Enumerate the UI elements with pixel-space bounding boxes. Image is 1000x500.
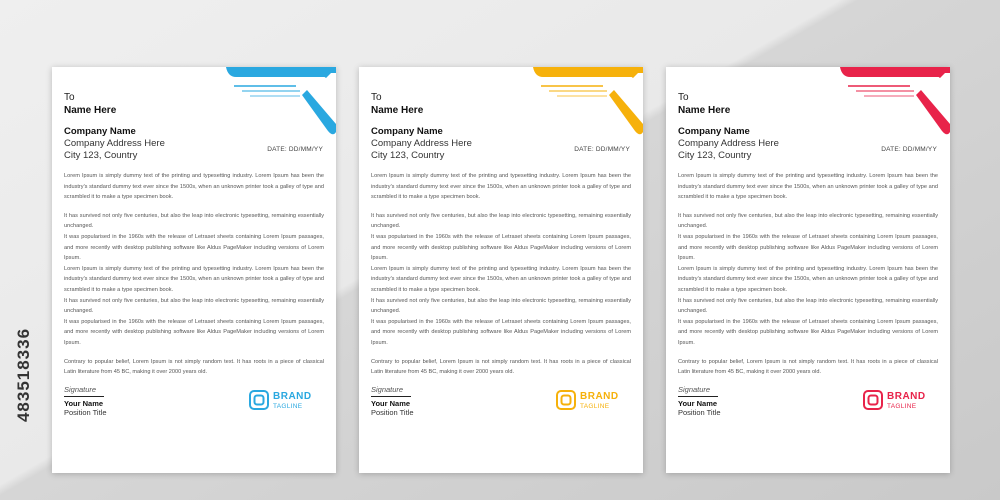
signature-line xyxy=(371,396,411,397)
body-paragraph: Contrary to popular belief, Lorem Ipsum is not simply random text. It has roots in a piece of classical Latin literature from 45 BC, making it over 2000 years old. xyxy=(678,358,938,376)
letterhead-red xyxy=(666,67,950,473)
corner-top-bar xyxy=(226,67,326,77)
body-paragraph: It has survived not only five centuries, but also the leap into electronic typesetting, remaining essentially unchanged. xyxy=(371,297,631,315)
corner-decoration xyxy=(483,67,643,157)
letterhead-yellow xyxy=(359,67,643,473)
letter-body xyxy=(678,171,938,378)
company-city: City 123, Country xyxy=(64,150,138,161)
corner-side-bar xyxy=(940,67,950,157)
corner-top-bar xyxy=(533,67,633,77)
signer-position: Position Title xyxy=(64,408,107,417)
brand-tagline: TAGLINE xyxy=(887,403,917,410)
letter-body xyxy=(371,171,631,378)
corner-top-bar xyxy=(840,67,940,77)
signature-label: Signature xyxy=(371,385,404,394)
body-paragraph: It was popularised in the 1960s with the release of Letraset sheets containing Lorem Ipsum passages, and more recently with desktop publishing software like Aldus PageMaker including versions of Lorem Ipsum. xyxy=(678,318,938,346)
company-city: City 123, Country xyxy=(678,150,752,161)
letter-body xyxy=(64,171,324,378)
body-paragraph: Contrary to popular belief, Lorem Ipsum is not simply random text. It has roots in a piece of classical Latin literature from 45 BC, making it over 2000 years old. xyxy=(371,358,631,376)
letter-date: DATE: DD/MM/YY xyxy=(881,146,937,153)
signer-name: Your Name xyxy=(371,399,411,408)
body-paragraph: It has survived not only five centuries, but also the leap into electronic typesetting, remaining essentially unchanged. xyxy=(678,212,938,230)
recipient-name: Name Here xyxy=(64,105,117,116)
body-paragraph: It has survived not only five centuries, but also the leap into electronic typesetting, remaining essentially unchanged. xyxy=(64,212,324,230)
body-paragraph: It has survived not only five centuries, but also the leap into electronic typesetting, remaining essentially unchanged. xyxy=(678,297,938,315)
body-paragraph: It was popularised in the 1960s with the release of Letraset sheets containing Lorem Ipsum passages, and more recently with desktop publishing software like Aldus PageMaker including versions of Lorem Ipsum. xyxy=(64,233,324,262)
recipient-to-label: To xyxy=(64,92,75,103)
signer-name: Your Name xyxy=(678,399,718,408)
brand-tagline: TAGLINE xyxy=(273,403,303,410)
signature-label: Signature xyxy=(64,385,97,394)
signer-name: Your Name xyxy=(64,399,104,408)
company-name: Company Name xyxy=(64,126,136,137)
corner-side-bar xyxy=(326,67,336,157)
brand-logo-icon xyxy=(556,390,576,410)
stock-image-id xyxy=(14,255,33,495)
corner-diagonal-bar xyxy=(609,90,643,134)
recipient-to-label: To xyxy=(678,92,689,103)
recipient-to-label: To xyxy=(371,92,382,103)
body-paragraph: Lorem Ipsum is simply dummy text of the printing and typesetting industry. Lorem Ipsum has been the industry's standard dummy text ever since the 1500s, when an unknown printer took a galley of type and scrambled it to make a type specimen book. xyxy=(371,173,631,201)
body-paragraph: It was popularised in the 1960s with the release of Letraset sheets containing Lorem Ipsum passages, and more recently with desktop publishing software like Aldus PageMaker including versions of Lorem Ipsum. xyxy=(64,318,324,346)
body-paragraph: It was popularised in the 1960s with the release of Letraset sheets containing Lorem Ipsum passages, and more recently with desktop publishing software like Aldus PageMaker including versions of Lorem Ipsum. xyxy=(371,233,631,262)
body-paragraph: Lorem Ipsum is simply dummy text of the printing and typesetting industry. Lorem Ipsum has been the industry's standard dummy text ever since the 1500s, when an unknown printer took a galley of type and scrambled it to make a type specimen book. xyxy=(678,173,938,201)
body-paragraph: It has survived not only five centuries, but also the leap into electronic typesetting, remaining essentially unchanged. xyxy=(371,212,631,230)
corner-diagonal-bar xyxy=(302,90,336,134)
body-paragraph: It was popularised in the 1960s with the release of Letraset sheets containing Lorem Ipsum passages, and more recently with desktop publishing software like Aldus PageMaker including versions of Lorem Ipsum. xyxy=(371,318,631,346)
body-paragraph: Lorem Ipsum is simply dummy text of the printing and typesetting industry. Lorem Ipsum has been the industry's standard dummy text ever since the 1500s, when an unknown printer took a galley of type and scrambled it to make a type specimen book. xyxy=(678,265,938,293)
brand-name: BRAND xyxy=(580,391,619,402)
letterhead-blue xyxy=(52,67,336,473)
recipient-name: Name Here xyxy=(371,105,424,116)
corner-decoration xyxy=(790,67,950,157)
brand-name: BRAND xyxy=(887,391,926,402)
corner-decoration xyxy=(176,67,336,157)
letter-date: DATE: DD/MM/YY xyxy=(267,146,323,153)
stock-image-id-text: 483518336 xyxy=(14,327,33,423)
company-address: Company Address Here xyxy=(678,138,779,149)
company-address: Company Address Here xyxy=(64,138,165,149)
letter-date: DATE: DD/MM/YY xyxy=(574,146,630,153)
corner-diagonal-bar xyxy=(916,90,950,134)
body-paragraph: Lorem Ipsum is simply dummy text of the printing and typesetting industry. Lorem Ipsum has been the industry's standard dummy text ever since the 1500s, when an unknown printer took a galley of type and scrambled it to make a type specimen book. xyxy=(371,265,631,293)
signer-position: Position Title xyxy=(371,408,414,417)
body-paragraph: Lorem Ipsum is simply dummy text of the printing and typesetting industry. Lorem Ipsum has been the industry's standard dummy text ever since the 1500s, when an unknown printer took a galley of type and scrambled it to make a type specimen book. xyxy=(64,173,324,201)
brand-logo-icon xyxy=(249,390,269,410)
corner-side-bar xyxy=(633,67,643,157)
company-name: Company Name xyxy=(678,126,750,137)
company-name: Company Name xyxy=(371,126,443,137)
body-paragraph: It has survived not only five centuries, but also the leap into electronic typesetting, remaining essentially unchanged. xyxy=(64,297,324,315)
signature-line xyxy=(678,396,718,397)
body-paragraph: It was popularised in the 1960s with the release of Letraset sheets containing Lorem Ipsum passages, and more recently with desktop publishing software like Aldus PageMaker including versions of Lorem Ipsum. xyxy=(678,233,938,262)
brand-name: BRAND xyxy=(273,391,312,402)
body-paragraph: Contrary to popular belief, Lorem Ipsum is not simply random text. It has roots in a piece of classical Latin literature from 45 BC, making it over 2000 years old. xyxy=(64,358,324,376)
brand-tagline: TAGLINE xyxy=(580,403,610,410)
body-paragraph: Lorem Ipsum is simply dummy text of the printing and typesetting industry. Lorem Ipsum has been the industry's standard dummy text ever since the 1500s, when an unknown printer took a galley of type and scrambled it to make a type specimen book. xyxy=(64,265,324,293)
company-address: Company Address Here xyxy=(371,138,472,149)
signature-label: Signature xyxy=(678,385,711,394)
brand-logo-icon xyxy=(863,390,883,410)
signature-line xyxy=(64,396,104,397)
signer-position: Position Title xyxy=(678,408,721,417)
company-city: City 123, Country xyxy=(371,150,445,161)
recipient-name: Name Here xyxy=(678,105,731,116)
